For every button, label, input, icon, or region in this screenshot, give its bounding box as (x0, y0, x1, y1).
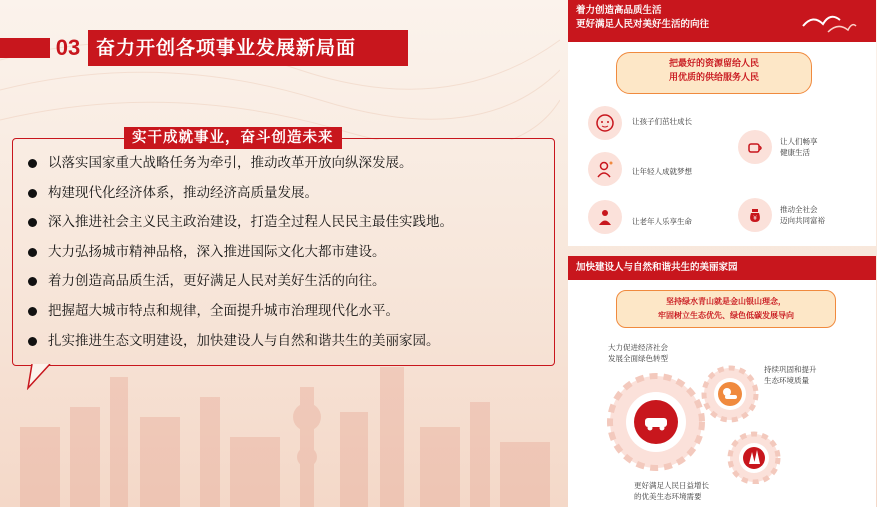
list-item (28, 152, 553, 182)
list-item (28, 211, 553, 241)
item-children: 让孩子们茁壮成长 (632, 117, 692, 126)
panel-header-line2: 更好满足人民对美好生活的向往 (576, 19, 710, 30)
person-idea-icon (588, 152, 622, 186)
bullet-text: 深入推进社会主义民主政治建设，打造全过程人民民主最佳实践地。 (48, 214, 453, 231)
bullet-dot (28, 189, 37, 198)
section-title: 奋力开创各项事业发展新局面 (88, 30, 408, 66)
list-item (28, 241, 553, 271)
item-line2: 健康生活 (780, 148, 810, 157)
gear2-line2: 生态环境质量 (764, 376, 809, 385)
bullet-dot (28, 159, 37, 168)
title-accent-stripe (0, 38, 50, 58)
bullet-text: 扎实推进生态文明建设，加快建设人与自然和谐共生的美丽家园。 (48, 332, 440, 349)
car-cloud-icon (645, 418, 667, 427)
banner-line1: 坚持绿水青山就是金山银山理念， (666, 297, 786, 306)
gear-medium (704, 368, 756, 420)
frame-speech-tail (26, 364, 56, 390)
gear-small (730, 434, 778, 482)
item-young-people: 让年轻人成就梦想 (632, 167, 692, 176)
section-title-bar (0, 30, 420, 66)
people-resources-banner (616, 52, 812, 94)
banner-line2: 用优质的供给服务人民 (668, 73, 759, 83)
bullet-text: 构建现代化经济体系，推动经济高质量发展。 (48, 184, 318, 201)
bullet-text: 着力创造高品质生活，更好满足人民对美好生活的向往。 (48, 273, 386, 290)
bullet-subtitle: 实干成就事业，奋斗创造未来 (124, 127, 342, 149)
gear-large (610, 376, 702, 468)
banner-line1: 把最好的资源留给人民 (668, 59, 759, 69)
sun-cloud-icon (723, 388, 731, 396)
gear3-line1: 更好满足人民日益增长 (634, 481, 709, 490)
green-mountains-banner (616, 290, 836, 328)
bullet-text: 大力弘扬城市精神品格，深入推进国际文化大都市建设。 (48, 243, 386, 260)
gear1-line2: 发展全面绿色转型 (608, 354, 668, 363)
gear3-line2: 的优美生态环境需要 (634, 492, 702, 501)
bullet-dot (28, 307, 37, 316)
panel-header: 加快建设人与自然和谐共生的美丽家园 (568, 256, 876, 280)
bullet-dot (28, 218, 37, 227)
money-bag-icon (738, 198, 772, 232)
banner-line2: 牢固树立生态优先、绿色低碳发展导向 (658, 311, 794, 320)
item-line1: 让人们畅享 (780, 137, 818, 146)
item-line1: 推动全社会 (780, 205, 818, 214)
bullet-dot (28, 337, 37, 346)
list-item (28, 300, 553, 330)
quality-life-panel (568, 0, 876, 246)
svg-text:¥: ¥ (753, 215, 757, 222)
bullet-text: 把握超大城市特点和规律，全面提升城市治理现代化水平。 (48, 302, 399, 319)
bullet-dot (28, 248, 37, 257)
city-skyline-illustration (0, 357, 560, 507)
list-item (28, 270, 553, 300)
item-elderly: 让老年人乐享生命 (632, 217, 692, 226)
list-item (28, 330, 553, 360)
bullet-list (28, 152, 553, 359)
gear2-line1: 持续巩固和提升 (764, 365, 817, 374)
panel-header (568, 0, 876, 42)
item-line2: 迈向共同富裕 (780, 216, 825, 225)
ecological-home-panel (568, 256, 876, 507)
gear1-label (608, 342, 668, 364)
gears-diagram (604, 364, 804, 484)
item-common-prosperity (780, 204, 825, 226)
panel-header-line1: 着力创造高品质生活 (576, 5, 662, 16)
decorative-curves (0, 0, 560, 140)
gear1-line1: 大力促进经济社会 (608, 343, 668, 352)
baby-face-icon (588, 106, 622, 140)
bullet-text: 以落实国家重大战略任务为牵引，推动改革开放向纵深发展。 (48, 155, 413, 171)
doves-icon (798, 6, 858, 36)
elder-icon (588, 200, 622, 234)
coffee-cup-icon (738, 130, 772, 164)
list-item (28, 182, 553, 212)
bullet-dot (28, 277, 37, 286)
item-healthy-life (780, 136, 818, 158)
section-number: 03 (55, 35, 81, 60)
